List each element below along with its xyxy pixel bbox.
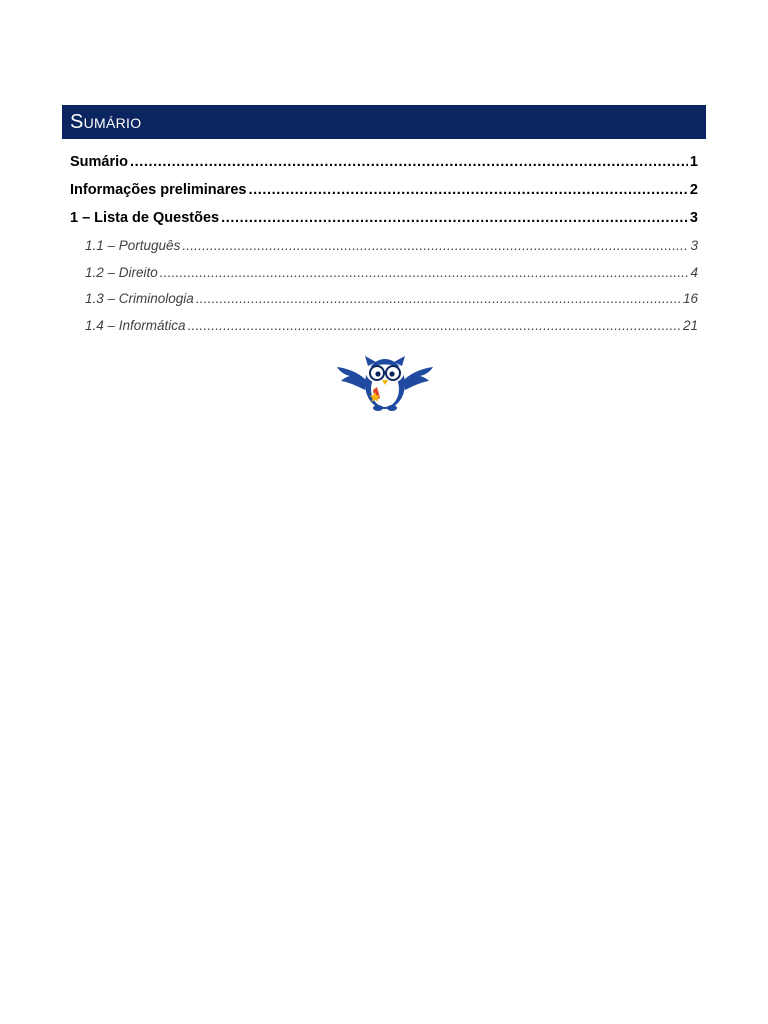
toc-entry-lista-de-questoes[interactable]	[70, 210, 698, 238]
toc-entry-informacoes-preliminares[interactable]	[70, 182, 698, 210]
dot-leader	[188, 318, 681, 333]
section-header-banner	[62, 105, 706, 139]
right-pupil	[389, 371, 394, 376]
toc-entry-portugues[interactable]	[70, 238, 698, 265]
toc-entry-page: 3	[689, 210, 698, 226]
toc-entry-page: 1	[689, 154, 698, 170]
section-title: Sumário	[70, 111, 142, 133]
toc-entry-label: Informações preliminares	[70, 182, 247, 198]
toc-entry-page: 2	[689, 182, 698, 198]
toc-entry-direito[interactable]	[70, 265, 698, 292]
toc-entry-label: 1.4 – Informática	[85, 317, 186, 333]
right-wing	[404, 367, 433, 390]
toc-entry-label: 1.3 – Criminologia	[85, 291, 194, 306]
toc-entry-label: 1 – Lista de Questões	[70, 210, 220, 226]
toc-entry-label: Sumário	[70, 154, 129, 170]
dot-leader	[160, 265, 689, 280]
dot-leader	[182, 238, 688, 253]
left-foot	[373, 405, 383, 411]
table-of-contents	[70, 154, 698, 344]
toc-entry-sumario[interactable]	[70, 154, 698, 182]
left-wing	[337, 367, 366, 390]
toc-entry-page: 4	[690, 264, 698, 280]
dot-leader	[249, 182, 688, 198]
dot-leader	[130, 154, 688, 170]
right-foot	[387, 405, 397, 411]
toc-entry-informatica[interactable]	[70, 318, 698, 345]
left-pupil	[375, 371, 380, 376]
owl-mascot-icon	[336, 354, 434, 414]
toc-entry-criminologia[interactable]	[70, 291, 698, 318]
toc-entry-label: 1.2 – Direito	[85, 264, 158, 280]
toc-entry-page: 16	[682, 291, 698, 306]
toc-entry-label: 1.1 – Português	[85, 238, 181, 253]
dot-leader	[221, 210, 688, 226]
dot-leader	[196, 291, 681, 306]
toc-entry-page: 21	[682, 317, 698, 333]
toc-entry-page: 3	[690, 238, 698, 253]
